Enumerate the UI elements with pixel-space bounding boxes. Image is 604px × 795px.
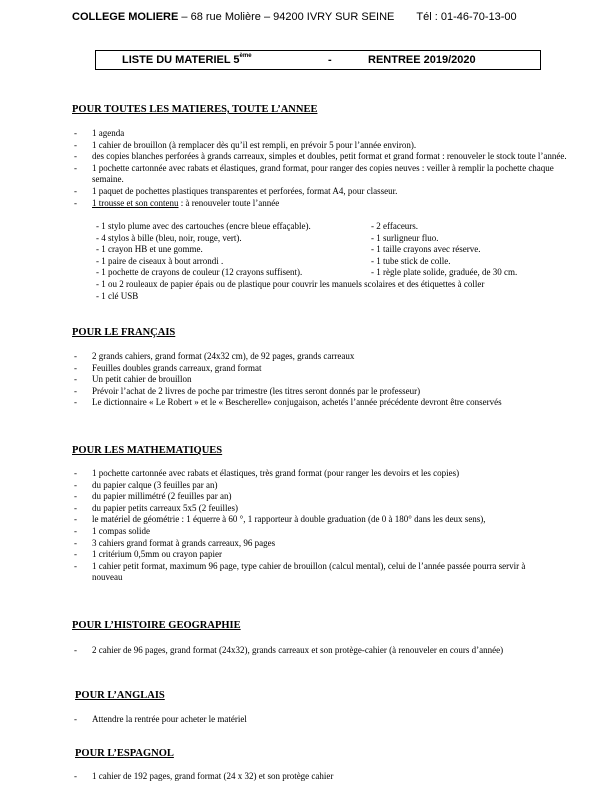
trousse-item: - 2 effaceurs. — [371, 221, 419, 231]
trousse-label: 1 trousse et son contenu — [92, 197, 179, 208]
trousse-contents — [72, 221, 596, 302]
section-heading-espagnol: POUR L’ESPAGNOL — [75, 748, 174, 759]
section-heading-anglais: POUR L’ANGLAIS — [75, 690, 165, 701]
section-heading-general: POUR TOUTES LES MATIERES, TOUTE L’ANNEE — [72, 104, 318, 115]
section-heading-francais: POUR LE FRANÇAIS — [72, 327, 176, 338]
trousse-row — [96, 244, 596, 256]
trousse-item: - 1 crayon HB et une gomme. — [96, 244, 203, 255]
list-item: - Prévoir l’achat de 2 livres de poche par trimestre (les titres seront donnés par le professeur) — [72, 386, 572, 398]
general-list — [72, 128, 572, 209]
list-item: - 1 cahier de 192 pages, grand format (24 x 32) et son protège cahier — [72, 771, 572, 783]
list-item: - du papier calque (3 feuilles par an) — [72, 480, 572, 492]
list-item: - 1 paquet de pochettes plastiques transparentes et perforées, format A4, pour classeur. — [72, 186, 572, 198]
trousse-item: - 1 ou 2 rouleaux de papier épais ou de plastique pour couvrir les manuels scolaires et des étiquettes à coller — [96, 278, 485, 289]
list-item: - 2 cahier de 96 pages, grand format (24x32), grands carreaux et son protège-cahier (à renouveler en cours d’année) — [72, 645, 572, 657]
trousse-item: - 1 clé USB — [96, 290, 139, 301]
francais-list — [72, 351, 572, 409]
school-phone: Tél : 01-46-70-13-00 — [416, 11, 517, 23]
list-item: - 1 cahier petit format, maximum 96 page, type cahier de brouillon (calcul mental), celui de l’année passée pourra servir à nouveau — [72, 561, 572, 584]
list-item: - du papier petits carreaux 5x5 (2 feuilles) — [72, 503, 572, 515]
trousse-item: - 1 pochette de crayons de couleur (12 crayons suffisent). — [96, 267, 303, 278]
trousse-row — [96, 256, 596, 268]
list-item: - 1 pochette cartonnée avec rabats et élastiques, très grand format (pour ranger les devoirs et les copies) — [72, 468, 572, 480]
histoire-list — [72, 645, 572, 657]
list-item: - 1 pochette cartonnée avec rabats et élastiques, grand format, pour ranger des copies neuves : veiller à remplir la pochette chaque semaine. — [72, 163, 572, 186]
title-grade-superscript: ème — [239, 53, 252, 59]
list-item: - le matériel de géométrie : 1 équerre à 60 °, 1 rapporteur à double graduation (de 0 à 180° dans les deux sens), — [72, 514, 572, 526]
trousse-item: - 1 stylo plume avec des cartouches (encre bleue effaçable). — [96, 221, 311, 231]
trousse-item: - 1 règle plate solide, graduée, de 30 cm. — [371, 267, 518, 278]
trousse-suffix: : à renouveler toute l’année — [178, 197, 280, 208]
list-item: - 3 cahiers grand format à grands carreaux, 96 pages — [72, 538, 572, 550]
trousse-row — [96, 233, 596, 245]
list-item: - 1 agenda — [72, 128, 572, 140]
title-dash: - — [328, 54, 332, 66]
list-item: - des copies blanches perforées à grands carreaux, simples et doubles, petit format et grand format : renouveler le stock toute l’année. — [72, 151, 572, 163]
list-item: - 1 critérium 0,5mm ou crayon papier — [72, 549, 572, 561]
trousse-item: - 4 stylos à bille (bleu, noir, rouge, vert). — [96, 232, 242, 243]
list-item: - 2 grands cahiers, grand format (24x32 cm), de 92 pages, grands carreaux — [72, 351, 572, 363]
trousse-item: - 1 tube stick de colle. — [371, 255, 451, 266]
list-item: - 1 compas solide — [72, 526, 572, 538]
trousse-row — [96, 267, 596, 279]
title-list-text: LISTE DU MATERIEL 5 — [122, 54, 240, 66]
list-item: - Attendre la rentrée pour acheter le matériel — [72, 714, 572, 726]
trousse-item: - 1 paire de ciseaux à bout arrondi . — [96, 255, 224, 266]
title-rentree: RENTREE 2019/2020 — [368, 54, 476, 66]
list-item: - Un petit cahier de brouillon — [72, 374, 572, 386]
section-heading-histoire: POUR L’HISTOIRE GEOGRAPHIE — [72, 620, 241, 631]
trousse-item: - 1 taille crayons avec réserve. — [371, 244, 481, 255]
list-item: - Feuilles doubles grands carreaux, grand format — [72, 363, 572, 375]
list-item: - Le dictionnaire « Le Robert » et le « Bescherelle» conjugaison, achetés l’année précédente devront être conservés — [72, 397, 572, 409]
list-item-trousse — [72, 198, 572, 210]
maths-list — [72, 468, 572, 584]
list-item: - du papier millimétré (2 feuilles par an) — [72, 491, 572, 503]
list-item: - 1 cahier de brouillon (à remplacer dès qu’il est rempli, en prévoir 5 pour l’année environ). — [72, 140, 572, 152]
anglais-list — [72, 714, 572, 726]
school-header — [72, 11, 517, 23]
school-name: COLLEGE MOLIERE — [72, 11, 179, 23]
trousse-row — [96, 221, 596, 233]
school-address: – 68 rue Molière – 94200 IVRY SUR SEINE — [178, 11, 395, 23]
espagnol-list — [72, 771, 572, 783]
trousse-item: - 1 surligneur fluo. — [371, 232, 439, 243]
title-list — [122, 54, 252, 66]
section-heading-maths: POUR LES MATHEMATIQUES — [72, 445, 223, 456]
document-title-box — [95, 50, 541, 70]
